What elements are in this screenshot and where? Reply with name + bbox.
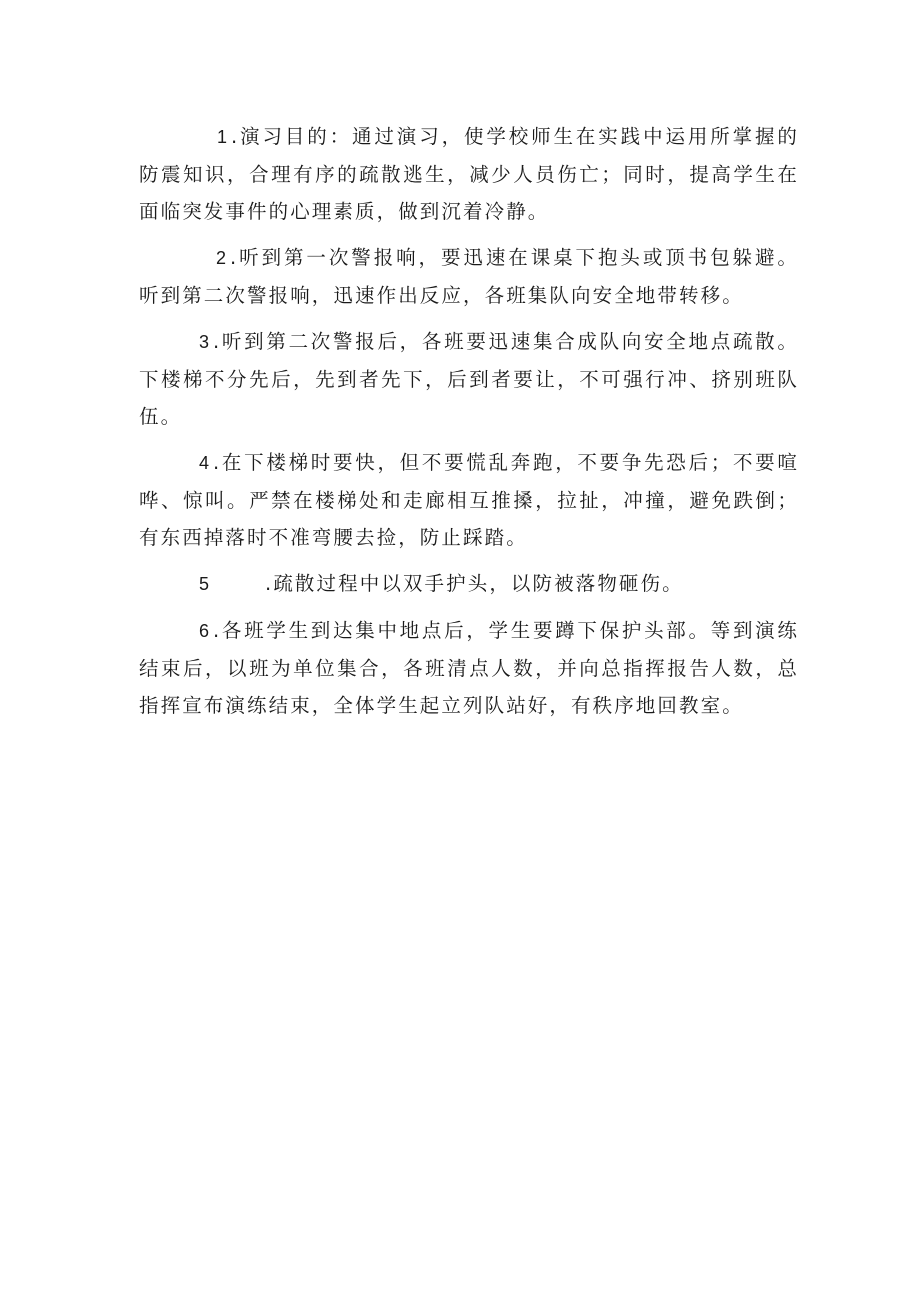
paragraph-1: [139, 118, 799, 230]
paragraph-number: 2: [216, 248, 227, 268]
paragraph-text: .疏散过程中以双手护头，以防被落物砸伤。: [265, 572, 684, 595]
paragraph-2: [139, 239, 799, 314]
paragraph-number: 4: [199, 453, 210, 473]
paragraph-number: 6: [199, 621, 210, 641]
paragraph-text: .听到第一次警报响，要迅速在课桌下抱头或顶书包躲避。听到第二次警报响，迅速作出反应，各班集队向安全地带转移。: [139, 246, 799, 307]
paragraph-text: .演习目的：通过演习，使学校师生在实践中运用所掌握的防震知识，合理有序的疏散逃生，减少人员伤亡；同时，提高学生在面临突发事件的心理素质，做到沉着冷静。: [139, 125, 799, 223]
paragraph-number: 1: [217, 127, 228, 147]
paragraph-4: [139, 444, 799, 556]
paragraph-text: .各班学生到达集中地点后，学生要蹲下保护头部。等到演练结束后，以班为单位集合，各班清点人数，并向总指挥报告人数，总指挥宣布演练结束，全体学生起立列队站好，有秩序地回教室。: [139, 619, 799, 717]
paragraph-number: 5: [199, 574, 210, 594]
paragraph-6: [139, 612, 799, 724]
document-body: [139, 118, 799, 733]
paragraph-5: [139, 565, 799, 603]
paragraph-text: .在下楼梯时要快，但不要慌乱奔跑，不要争先恐后；不要喧哗、惊叫。严禁在楼梯处和走廊相互推搡，拉扯，冲撞，避免跌倒；有东西掉落时不准弯腰去捡，防止踩踏。: [139, 451, 799, 549]
paragraph-text: .听到第二次警报后，各班要迅速集合成队向安全地点疏散。下楼梯不分先后，先到者先下，后到者要让，不可强行冲、挤别班队伍。: [139, 330, 799, 428]
paragraph-3: [139, 323, 799, 435]
paragraph-number: 3: [199, 332, 210, 352]
